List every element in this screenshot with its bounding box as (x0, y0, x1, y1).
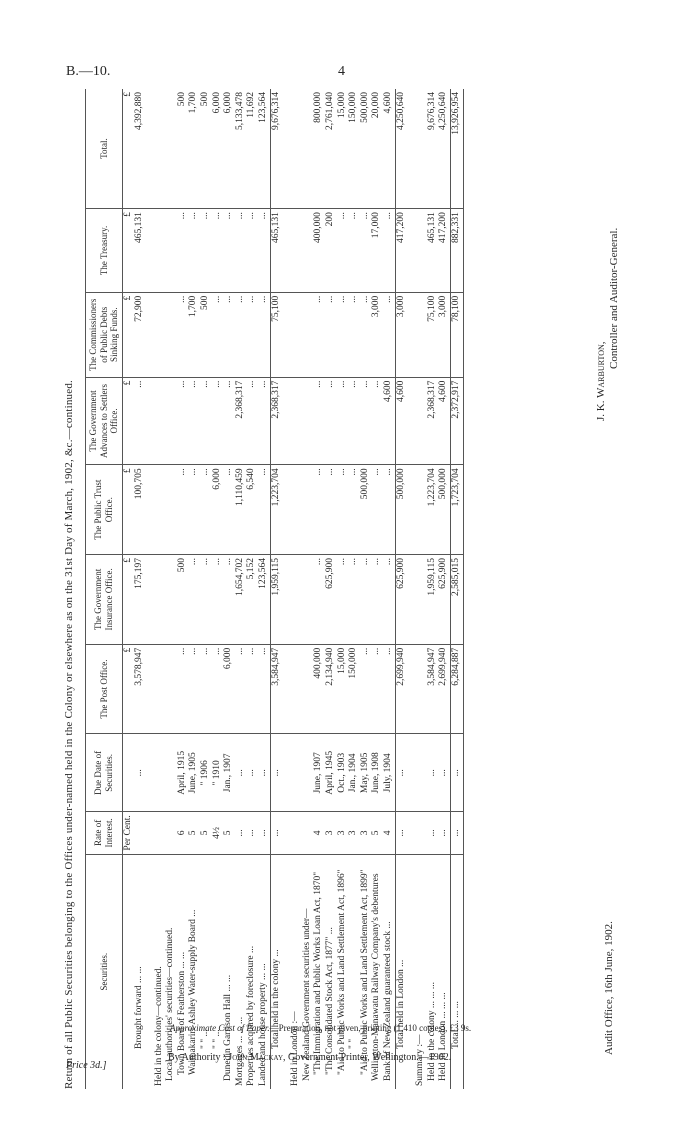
table-cell: 465,131 (270, 209, 282, 293)
table-cell: 4 (313, 812, 325, 854)
table-cell: ... (337, 292, 349, 377)
security-name: "Aid to Public Works and Land Settlement Act, 1899" (359, 869, 370, 1075)
table-cell: ... (360, 377, 372, 465)
spacer-row (282, 89, 290, 1089)
table-cell: 3,000 (395, 292, 407, 377)
security-name: Properties acquired by foreclosure ... (246, 945, 257, 1086)
table-cell: Jan., 1907 (223, 734, 235, 812)
table-cell: ... (188, 377, 200, 465)
signature-name: J. K. Warburton, (595, 341, 607, 421)
table-row (360, 89, 372, 1089)
table-cell: 625,900 (438, 555, 450, 645)
table-cell: ... (371, 377, 383, 465)
table-row (325, 89, 337, 1089)
table-cell: ... (258, 812, 270, 854)
security-name: Total ... ... ... (450, 854, 463, 1089)
table-cell: 2,372,917 (450, 377, 463, 465)
table-cell: 4,600 (395, 377, 407, 465)
table-cell: ... (395, 734, 407, 812)
table-cell: £ (122, 377, 134, 465)
table-cell: ... (246, 292, 258, 377)
security-name: Waimakariri-Ashley Water-supply Board ... (188, 909, 199, 1075)
table-cell: 17,000 (371, 209, 383, 293)
table-cell: 1,959,115 (427, 555, 439, 645)
authority-prefix: By Authority : (168, 1052, 226, 1063)
table-header-row (86, 89, 123, 1089)
table-row (313, 89, 325, 1089)
table-cell: 1,223,704 (270, 465, 282, 555)
table-cell: ... (450, 812, 463, 854)
table-cell: 9,676,314 (427, 89, 439, 209)
security-name: Brought forward ... ... (134, 966, 145, 1049)
security-name: Bank of New Zealand guaranteed stock ... (382, 921, 393, 1081)
table-cell: 4,392,880 (134, 89, 146, 209)
table-cell: 500,000 (438, 465, 450, 555)
column-header: The Commissioners of Public Debts Sinking Funds. (86, 292, 123, 377)
table-cell: ... (313, 465, 325, 555)
table-cell: ... (223, 377, 235, 465)
table-cell: ... (313, 555, 325, 645)
table-cell: 4,250,640 (395, 89, 407, 209)
table-cell: 3,000 (371, 292, 383, 377)
table-cell: 2,585,015 (450, 555, 463, 645)
column-header: The Government Insurance Office. (86, 555, 123, 645)
table-cell: 2,368,317 (427, 377, 439, 465)
table-cell: ... (383, 209, 395, 293)
table-cell (122, 734, 134, 812)
security-name: "The Immigration and Public Works Loan Act, 1870" (313, 871, 324, 1075)
table-cell: ... (427, 734, 439, 812)
table-cell: ... (258, 734, 270, 812)
table-cell: ... (395, 812, 407, 854)
table-cell: ... (360, 644, 372, 734)
section-heading: Summary :— (415, 1034, 426, 1086)
page-code: B.—10. (66, 64, 111, 79)
table-cell: 4,250,640 (438, 89, 450, 209)
table-cell: ... (177, 377, 189, 465)
table-cell: ... (235, 209, 247, 293)
authority-line (168, 1052, 451, 1063)
table-cell: ... (212, 292, 224, 377)
table-cell: ... (258, 644, 270, 734)
table-cell: 6,284,887 (450, 644, 463, 734)
table-cell: June, 1908 (371, 734, 383, 812)
cost-label: Approximate Cost of Paper. (170, 1023, 270, 1033)
table-cell: ... (270, 812, 282, 854)
table-cell: 3,584,947 (427, 644, 439, 734)
section-heading-row (302, 89, 314, 1089)
security-name: " " (348, 1038, 359, 1049)
table-cell: ... (188, 555, 200, 645)
table-cell: ... (200, 555, 212, 645)
table-cell: £ (122, 644, 134, 734)
column-header: Due Date of Securities. (86, 734, 123, 812)
table-cell: 4,600 (438, 377, 450, 465)
column-header: Rate of Interest. (86, 812, 123, 854)
table-cell: 1,700 (188, 89, 200, 209)
table-cell: 1,959,115 (270, 555, 282, 645)
security-name: Dunedin Garrison Hall ... ... (223, 974, 234, 1081)
table-cell: July, 1904 (383, 734, 395, 812)
table-cell: ... (246, 377, 258, 465)
table-cell: ... (383, 555, 395, 645)
page-number: 4 (338, 64, 345, 79)
table-row (212, 89, 224, 1089)
units-row (122, 89, 134, 1089)
table-cell: 72,900 (134, 292, 146, 377)
table-row (223, 89, 235, 1089)
table-cell: ... (134, 377, 146, 465)
section-heading-row (415, 89, 427, 1089)
table-cell: 5,152 (246, 555, 258, 645)
security-name: Landed and house property ... ... (258, 963, 269, 1086)
table-row (258, 89, 270, 1089)
table-cell: ... (360, 555, 372, 645)
table-cell: ... (246, 812, 258, 854)
table-cell: ... (337, 209, 349, 293)
table-cell: 75,100 (270, 292, 282, 377)
table-cell: April, 1945 (325, 734, 337, 812)
security-name: Mortgages ... ... ... (234, 1016, 245, 1086)
section-heading: Held in London :— (290, 1011, 301, 1086)
table-cell: £ (122, 292, 134, 377)
section-heading: Local authorities' securities—continued. (165, 927, 176, 1081)
table-row (348, 89, 360, 1089)
table-cell: 75,100 (427, 292, 439, 377)
table-cell: 1,223,704 (427, 465, 439, 555)
security-name: " " ... (200, 1029, 211, 1049)
table-cell: ... (212, 644, 224, 734)
table-row (371, 89, 383, 1089)
table-cell: ... (188, 644, 200, 734)
table-cell: " 1906 (200, 734, 212, 812)
security-name: " " ... (211, 1029, 222, 1049)
table-cell: 465,131 (134, 209, 146, 293)
table-cell: ... (258, 209, 270, 293)
table-cell: £ (122, 555, 134, 645)
table-cell: 2,699,940 (395, 644, 407, 734)
section-heading-row (165, 89, 177, 1089)
table-cell: ... (427, 812, 439, 854)
table-cell: 1,700 (188, 292, 200, 377)
table-cell: £ (122, 465, 134, 555)
table-cell: ... (235, 734, 247, 812)
table-cell: ... (188, 209, 200, 293)
table-cell: ... (177, 644, 189, 734)
table-cell: 465,131 (427, 209, 439, 293)
table-cell: ... (450, 734, 463, 812)
security-name: Total held in the colony ... (270, 854, 282, 1089)
table-cell: £ (122, 209, 134, 293)
table-cell: ... (313, 292, 325, 377)
table-cell: 2,761,040 (325, 89, 337, 209)
table-cell: ... (337, 465, 349, 555)
table-cell: ... (383, 465, 395, 555)
table-cell: ... (223, 292, 235, 377)
table-cell: 2,368,317 (270, 377, 282, 465)
table-cell: Per Cent. (122, 812, 134, 854)
table-cell: 6,000 (212, 89, 224, 209)
table-cell: ... (371, 644, 383, 734)
table-cell: 4,600 (383, 377, 395, 465)
table-cell: ... (325, 377, 337, 465)
table-cell: 200 (325, 209, 337, 293)
table-cell: 500 (177, 555, 189, 645)
table-cell: 400,000 (313, 644, 325, 734)
security-name: Total held in London ... (395, 854, 407, 1089)
table-cell: ... (337, 377, 349, 465)
table-cell: 15,000 (337, 644, 349, 734)
table-cell: 6,000 (223, 89, 235, 209)
table-cell: ... (235, 644, 247, 734)
table-cell: 625,900 (325, 555, 337, 645)
table-row (438, 89, 450, 1089)
table-cell: 1,654,702 (235, 555, 247, 645)
table-cell: May, 1905 (360, 734, 372, 812)
table-cell: 175,197 (134, 555, 146, 645)
table-cell: 123,564 (258, 89, 270, 209)
table-cell: ... (200, 644, 212, 734)
table-cell: 417,200 (395, 209, 407, 293)
securities-table (85, 89, 464, 1089)
table-cell: ... (200, 209, 212, 293)
column-header: Total. (86, 89, 123, 209)
table-cell: 800,000 (313, 89, 325, 209)
table-row (383, 89, 395, 1089)
table-cell: 15,000 (337, 89, 349, 209)
table-cell: Oct., 1903 (337, 734, 349, 812)
total-row (450, 89, 463, 1089)
security-name: Held in London ... ... ... (438, 992, 449, 1081)
table-cell: 6 (177, 812, 189, 854)
table-cell: ... (360, 292, 372, 377)
table-cell: ... (360, 209, 372, 293)
table-cell: 3 (337, 812, 349, 854)
audit-line: Audit Office, 16th June, 1902. (603, 921, 615, 1055)
table-cell: ... (348, 292, 360, 377)
table-cell: ... (383, 644, 395, 734)
table-row (337, 89, 349, 1089)
table-cell: 6,000 (223, 644, 235, 734)
security-name: "The Consolidated Stock Act, 1877" ... (325, 927, 335, 1075)
column-header: The Treasury. (86, 209, 123, 293)
table-cell: ... (383, 292, 395, 377)
table-cell: 1,110,459 (235, 465, 247, 555)
table-title: Return of all Public Securities belonging to the Offices under-named held in the Colony or elsewhere as on the 31st Day of March, 1902, &c.—continued. (63, 380, 75, 1089)
table-cell: ... (348, 377, 360, 465)
table-cell: 417,200 (438, 209, 450, 293)
table-cell: 5 (200, 812, 212, 854)
table-cell: 20,000 (371, 89, 383, 209)
table-cell: 100,705 (134, 465, 146, 555)
table-cell: 625,900 (395, 555, 407, 645)
table-cell: June, 1905 (188, 734, 200, 812)
price: Price 3d.] (66, 1060, 107, 1071)
table-cell: ... (313, 377, 325, 465)
table-cell: ... (258, 377, 270, 465)
table-row (246, 89, 258, 1089)
table-cell: 2,134,940 (325, 644, 337, 734)
table-cell: 78,100 (450, 292, 463, 377)
table-cell: 11,692 (246, 89, 258, 209)
table-cell: ... (371, 555, 383, 645)
table-cell: ... (348, 555, 360, 645)
security-name: "Aid to Public Works and Land Settlement Act, 1896" (336, 869, 347, 1075)
rotated-return-table (63, 89, 633, 1089)
table-cell: 882,331 (450, 209, 463, 293)
table-cell: 150,000 (348, 89, 360, 209)
table-cell: ... (348, 465, 360, 555)
table-cell: ... (177, 465, 189, 555)
section-heading-row (290, 89, 302, 1089)
table-cell: ... (258, 465, 270, 555)
table-cell: ... (188, 465, 200, 555)
table-cell: ... (223, 465, 235, 555)
table-cell: 3,000 (438, 292, 450, 377)
table-cell: 400,000 (313, 209, 325, 293)
table-cell: ... (246, 734, 258, 812)
table-cell: 13,926,954 (450, 89, 463, 209)
table-cell: ... (246, 209, 258, 293)
table-cell: ... (212, 209, 224, 293)
table-cell: ... (325, 465, 337, 555)
table-row (235, 89, 247, 1089)
cost-of-paper-line (170, 1023, 471, 1033)
table-cell: " 1910 (212, 734, 224, 812)
table-cell: 500,000 (360, 89, 372, 209)
table-cell: 9,676,314 (270, 89, 282, 209)
table-cell: 6,000 (212, 465, 224, 555)
column-header: The Government Advances to Settlers Office. (86, 377, 123, 465)
table-row (188, 89, 200, 1089)
table-row (200, 89, 212, 1089)
table-cell: 5 (223, 812, 235, 854)
table-cell: ... (223, 209, 235, 293)
total-row (395, 89, 407, 1089)
table-cell: ... (438, 812, 450, 854)
table-cell: ... (258, 292, 270, 377)
security-name: Town Board of Featherston ... ... (176, 951, 187, 1075)
table-cell: 5 (371, 812, 383, 854)
table-cell: Jan., 1904 (348, 734, 360, 812)
table-cell: 4 (383, 812, 395, 854)
total-row (270, 89, 282, 1089)
table-cell: ... (223, 555, 235, 645)
spacer-row (146, 89, 154, 1089)
table-cell: 123,564 (258, 555, 270, 645)
table-cell: ... (212, 377, 224, 465)
table-cell: ... (177, 209, 189, 293)
table-cell: 500,000 (360, 465, 372, 555)
table-cell: ... (348, 209, 360, 293)
signature-title: Controller and Auditor-General. (608, 227, 620, 369)
column-header: The Post Office. (86, 644, 123, 734)
table-cell: ... (270, 734, 282, 812)
table-cell: 6,540 (246, 465, 258, 555)
table-cell: ... (134, 734, 146, 812)
table-cell: 3,578,947 (134, 644, 146, 734)
printer-name: John Mackay (228, 1052, 283, 1063)
security-name (122, 854, 134, 1089)
table-cell: ... (371, 465, 383, 555)
table-cell: ... (200, 465, 212, 555)
column-header: Securities. (86, 854, 123, 1089)
table-cell: 500 (200, 89, 212, 209)
table-cell: 5 (188, 812, 200, 854)
table-cell: ... (212, 555, 224, 645)
security-name: Held in the colony ... ... ... (426, 982, 437, 1081)
table-cell: ... (337, 555, 349, 645)
table-cell: ... (438, 734, 450, 812)
table-cell: June, 1907 (313, 734, 325, 812)
table-cell: ... (235, 292, 247, 377)
table-cell: 1,723,704 (450, 465, 463, 555)
table-cell: 2,699,940 (438, 644, 450, 734)
table-row (134, 89, 146, 1089)
table-cell (134, 812, 146, 854)
table-row (427, 89, 439, 1089)
section-heading: New Zealand Government securities under— (301, 908, 312, 1081)
table-cell: 2,368,317 (235, 377, 247, 465)
security-name: Wellington-Manawatu Railway Company's debentures (371, 873, 382, 1081)
table-cell: 500 (177, 89, 189, 209)
table-row (177, 89, 189, 1089)
cost-text: —Preparation, not given, printing (1,410 copies), £3 9s. (269, 1023, 472, 1033)
table-cell: ... (325, 292, 337, 377)
authority-suffix: , Government Printer, Wellington.—1902. (283, 1052, 452, 1063)
table-cell: 500 (200, 292, 212, 377)
table-cell: 150,000 (348, 644, 360, 734)
table-cell: 5,133,478 (235, 89, 247, 209)
table-cell: ... (235, 812, 247, 854)
table-cell: 3 (348, 812, 360, 854)
table-cell: 3 (325, 812, 337, 854)
table-cell: April, 1915 (177, 734, 189, 812)
table-cell: ... (246, 644, 258, 734)
table-cell: 500,000 (395, 465, 407, 555)
table-cell: 3 (360, 812, 372, 854)
table-cell: 3,584,947 (270, 644, 282, 734)
table-cell: £ (122, 89, 134, 209)
spacer-row (407, 89, 415, 1089)
section-heading-row (154, 89, 166, 1089)
table-cell: 4½ (212, 812, 224, 854)
table-cell: ... (177, 292, 189, 377)
column-header: The Public Trust Office. (86, 465, 123, 555)
table-cell: 4,600 (383, 89, 395, 209)
table-cell: ... (200, 377, 212, 465)
section-heading: Held in the colony—continued. (153, 966, 164, 1086)
